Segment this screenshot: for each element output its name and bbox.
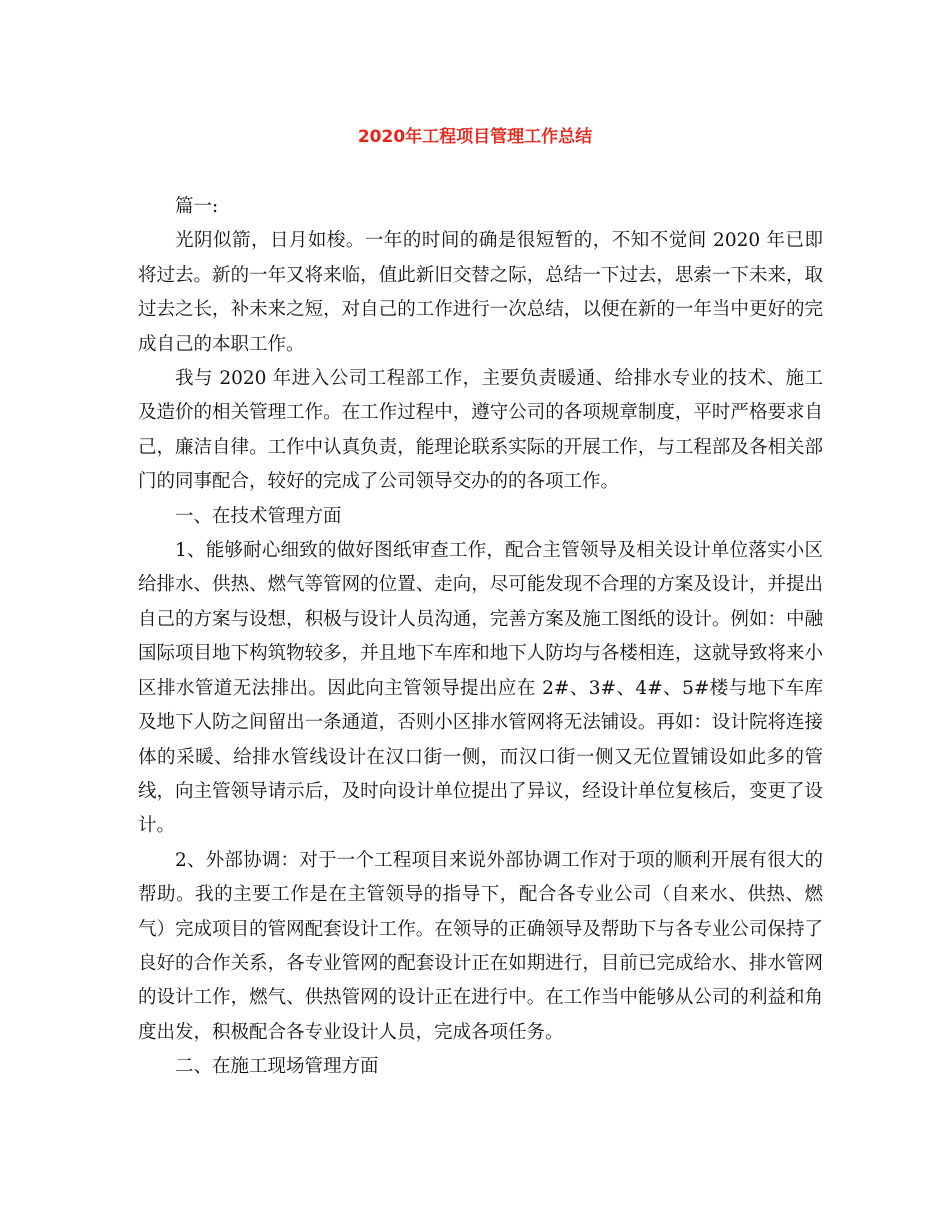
heading-technical-management: 一、在技术管理方面 [175, 505, 342, 527]
paragraph-drawing-review: 1、能够耐心细致的做好图纸审查工作，配合主管领导及相关设计单位落实小区给排水、供热、燃气等管网的位置、走向，尽可能发现不合理的方案及设计，并提出自己的方案与设想，积极与设计人员沟通，完善方案及施工图纸的设计。例如：中融国际项目地下构筑物较多，并且地下车库和地下人防均与各楼相连，这就导致将来小区排水管道无法排出。因此向主管领导提出应在 2#、3#、4#、5#楼与地下车库及地下人防之间留出一条通道，否则小区排水管网将无法铺设。再如：设计院将连接体的采暖、给排水管线设计在汉口街一侧，而汉口街一侧又无位置铺设如此多的管线，向主管领导请示后，及时向设计单位提出了异议，经设计单位复核后，变更了设计。 [138, 540, 823, 837]
document-title: 2020年工程项目管理工作总结 [357, 127, 593, 147]
paragraph-external-coordination: 2、外部协调：对于一个工程项目来说外部协调工作对于项的顺利开展有很大的帮助。我的主要工作是在主管领导的指导下，配合各专业公司（自来水、供热、燃气）完成项目的管网配套设计工作。在领导的正确领导及帮助下与各专业公司保持了良好的合作关系，各专业管网的配套设计正在如期进行，目前已完成给水、排水管网的设计工作，燃气、供热管网的设计正在进行中。在工作当中能够从公司的利益和角度出发，积极配合各专业设计人员，完成各项任务。 [138, 849, 823, 1043]
document-body [138, 190, 823, 1085]
paragraph-role: 我与 2020 年进入公司工程部工作，主要负责暖通、给排水专业的技术、施工及造价的相关管理工作。在工作过程中，遵守公司的各项规章制度，平时严格要求自己，廉洁自律。工作中认真负责，能理论联系实际的开展工作，与工程部及各相关部门的同事配合，较好的完成了公司领导交办的的各项工作。 [138, 368, 823, 493]
heading-site-management: 二、在施工现场管理方面 [175, 1056, 379, 1078]
section-label: 篇一: [175, 196, 219, 217]
paragraph-intro: 光阴似箭，日月如梭。一年的时间的确是很短暂的，不知不觉间 2020 年已即将过去。新的一年又将来临，值此新旧交替之际，总结一下过去，思索一下未来，取过去之长，补未来之短，对自己的工作进行一次总结，以便在新的一年当中更好的完成自己的本职工作。 [138, 230, 823, 355]
